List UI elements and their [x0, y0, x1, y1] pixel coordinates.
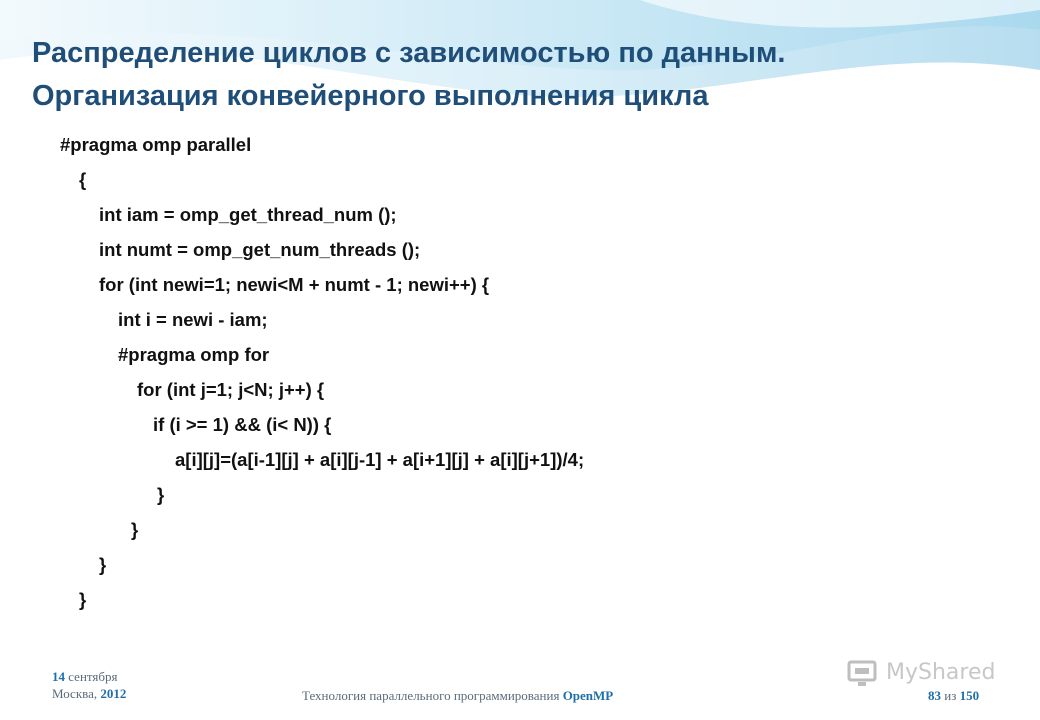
code-line: #pragma omp for [118, 344, 270, 365]
footer-month: сентября [65, 669, 118, 684]
title-line-2: Организация конвейерного выполнения цикла [32, 80, 709, 112]
page-total: 150 [959, 688, 980, 703]
code-line: a[i][j]=(a[i-1][j] + a[i][j-1] + a[i+1][j] + a[i][j+1])/4; [175, 449, 585, 470]
footer-course-brand: OpenMP [562, 688, 614, 703]
myshared-watermark [846, 656, 1006, 692]
footer-date [52, 668, 126, 702]
code-line: if (i >= 1) && (i< N)) { [153, 414, 332, 435]
myshared-logo-icon [846, 656, 882, 690]
code-line: } [157, 484, 165, 505]
code-line: for (int j=1; j<N; j++) { [137, 379, 325, 400]
footer-year: 2012 [100, 686, 127, 701]
code-line: int iam = omp_get_thread_num (); [99, 204, 397, 225]
footer-city: Москва, [52, 686, 101, 701]
page-current: 83 [928, 688, 941, 703]
code-line: int i = newi - iam; [118, 309, 268, 330]
slide-title [32, 32, 1012, 118]
footer-course-text: Технология параллельного программирования [302, 688, 563, 703]
code-line: int numt = omp_get_num_threads (); [99, 239, 421, 260]
code-line: } [99, 554, 107, 575]
page-separator: из [941, 688, 960, 703]
code-line: } [79, 589, 87, 610]
code-line: #pragma omp parallel [60, 134, 252, 155]
myshared-text: MyShared [886, 660, 996, 685]
title-line-1: Распределение циклов с зависимостью по данным. [32, 37, 786, 69]
code-line: { [79, 169, 87, 190]
code-line: } [131, 519, 139, 540]
footer-day: 14 [52, 669, 65, 684]
code-line: for (int newi=1; newi<M + numt - 1; newi++) { [99, 274, 490, 295]
footer-course [302, 688, 613, 704]
